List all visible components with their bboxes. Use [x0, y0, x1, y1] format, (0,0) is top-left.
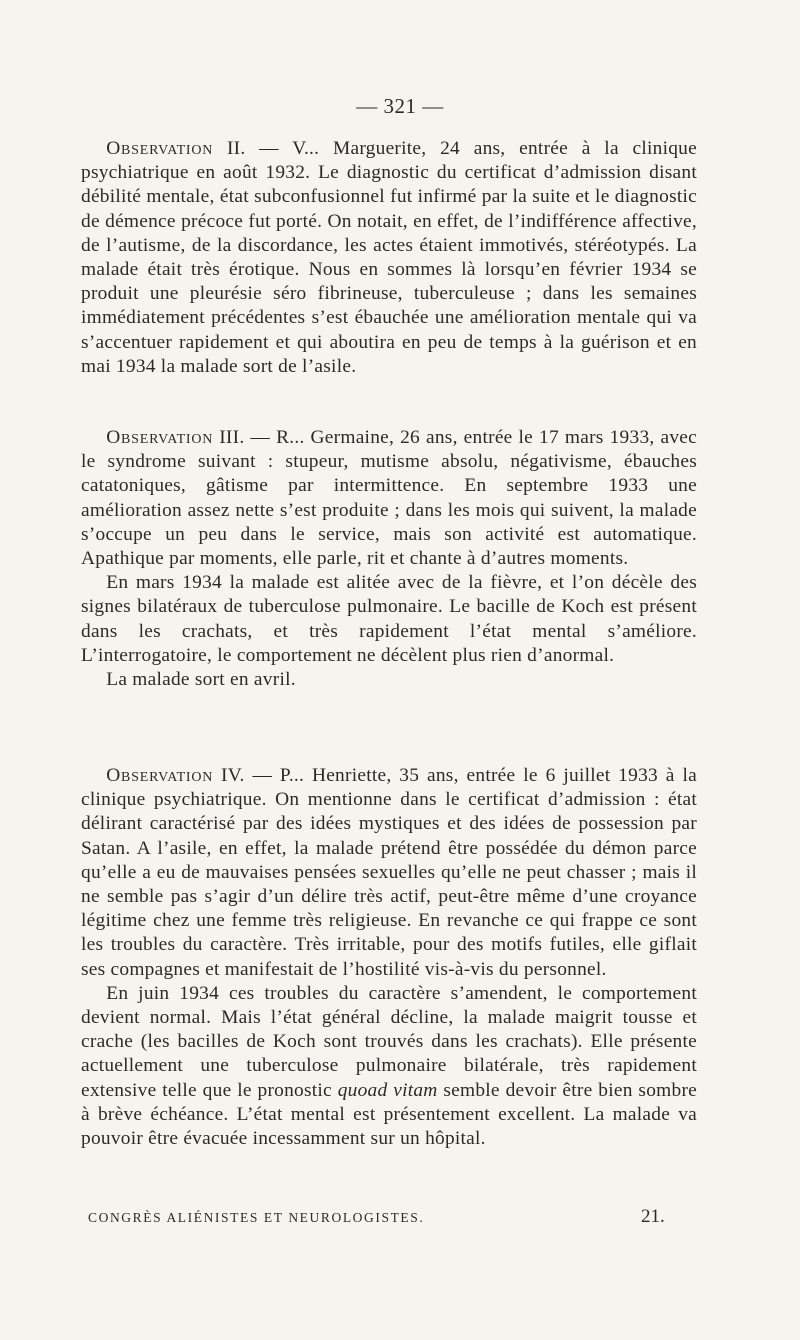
observation-3-paragraph-2: En mars 1934 la malade est alitée avec de la fièvre, et l’on décèle des signes bilatéraux de tuberculose pulmonaire. Le bacille de Koch est présent dans les crachats, et très rapidement l’état mental s’améliore. L’interrogatoire, le comportement ne décèlent plus rien d’anormal.	[81, 572, 697, 666]
footer-publication: CONGRÈS ALIÉNISTES ET NEUROLOGISTES.	[88, 1210, 425, 1225]
observation-2-text: II. — V... Marguerite, 24 ans, entrée à la clinique psychiatrique en août 1932. Le diagnostic du certificat d’admission disant débilité mentale, état subconfusionnel fut infirmé par la suite et le diagnostic de démence précoce fut porté. On notait, en effet, de l’indifférence affective, de l’autisme, de la discordance, les actes étaient immotivés, stéréotypés. La malade était très érotique. Nous en sommes là lorsqu’en février 1934 se produit une pleurésie séro fibrineuse, tuberculeuse ; dans les semaines immédiatement précédentes s’est ébauchée une amélioration mentale qui va s’accentuer rapidement et qui aboutira en peu de temps à la guérison et en mai 1934 la malade sort de l’asile.	[81, 138, 697, 377]
observation-3-paragraph	[81, 426, 697, 571]
observation-3	[81, 426, 697, 692]
observation-4-p2-a: En juin 1934 ces troubles du caractère s’amendent, le comportement devient normal. Mais l’état général décline, la malade maigrit tousse et crache (les bacilles de Koch sont trouvés dans les crachats). Elle présente actuellement une tuberculose pulmonaire bilatérale, très rapidement extensive telle que le pronostic	[81, 982, 697, 1101]
observation-4-label: Observation	[106, 765, 214, 786]
observation-2-label: Observation	[106, 138, 214, 159]
observation-2-paragraph	[81, 137, 697, 379]
observation-3-text: III. — R... Germaine, 26 ans, entrée le 17 mars 1933, avec le syndrome suivant : stupeur, mutisme absolu, négativisme, ébauches catatoniques, gâtisme par intermittence. En septembre 1933 une amélioration assez nette s’est produite ; dans les mois qui suivent, la malade s’occupe un peu dans le service, mais son activité est automatique. Apathique par moments, elle parle, rit et chante à d’autres moments.	[81, 427, 697, 570]
observation-4-text: IV. — P... Henriette, 35 ans, entrée le 6 juillet 1933 à la clinique psychiatrique. On mentionne dans le certificat d’admission : état délirant caractérisé par des idées mystiques et des idées de possession par Satan. A l’asile, en effet, la malade prétend être possédée du démon parce qu’elle a eu de mauvaises pensées sexuelles qu’elle ne peut chasser ; mais il ne semble pas s’agir d’un délire très actif, peut-être même d’une croyance légitime chez une femme très religieuse. En revanche ce qui frappe ce sont les troubles du caractère. Très irritable, pour des motifs futiles, elle giflait ses compagnes et manifestait de l’hostilité vis-à-vis du personnel.	[81, 765, 697, 980]
observation-3-label: Observation	[106, 427, 214, 448]
page-number: — 321 —	[356, 94, 444, 118]
observation-2	[81, 137, 697, 379]
footer-signature: 21.	[641, 1206, 665, 1227]
observation-4	[81, 764, 697, 1151]
observation-3-paragraph-3: La malade sort en avril.	[106, 669, 296, 691]
observation-4-p2-b: semble devoir être bien sombre à brève échéance. L’état mental est présentement excellent. La malade va pouvoir être évacuée incessamment sur un hôpital.	[81, 1079, 698, 1150]
observation-4-paragraph	[81, 764, 697, 982]
observation-4-paragraph-2	[81, 982, 697, 1151]
observation-4-italic: quoad vitam	[337, 1079, 438, 1101]
